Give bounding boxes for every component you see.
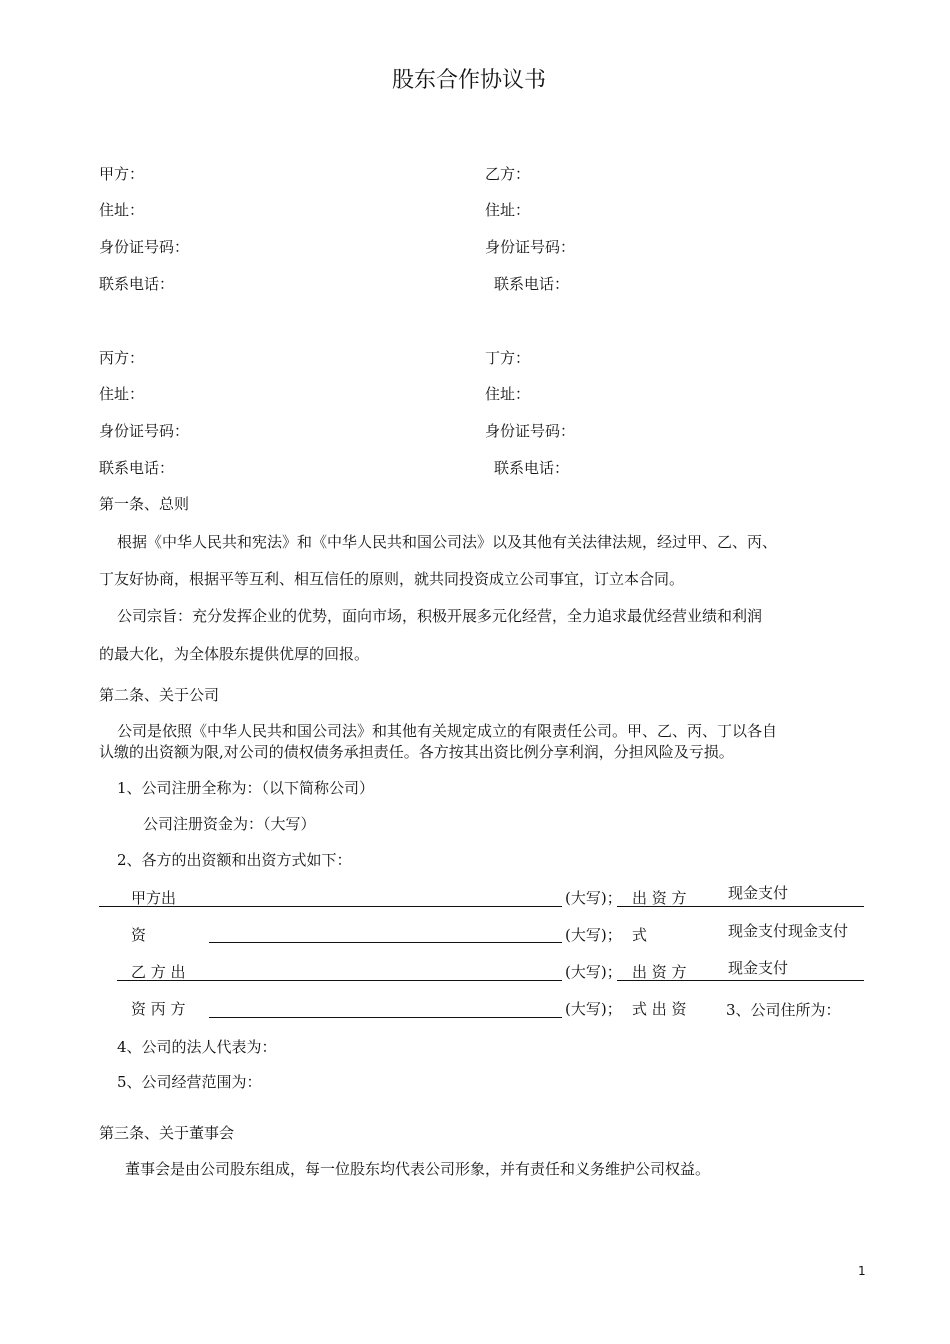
contribution-row-3-right-underline	[704, 980, 864, 981]
contribution-row-4-method: 式 出 资	[632, 1000, 687, 1018]
contribution-row-3-left: 乙 方 出	[131, 963, 186, 981]
party-a-id-label: 身份证号码：	[99, 238, 190, 256]
contribution-row-2-method: 式	[632, 926, 648, 944]
party-a-phone-label: 联系电话：	[99, 275, 175, 293]
article-2-heading: 第二条、关于公司	[99, 686, 220, 704]
contribution-row-1-underline-left	[99, 906, 209, 907]
contribution-row-3-underline-left	[117, 980, 209, 981]
article-1-paragraph-2-line-1: 公司宗旨：充分发挥企业的优势，面向市场，积极开展多元化经营，全力追求最优经营业绩和利润	[117, 607, 763, 625]
contribution-row-4-left: 资 丙 方	[131, 1000, 186, 1018]
party-c-phone-label: 联系电话：	[99, 459, 175, 477]
article-1-paragraph-1-line-1: 根据《中华人民共和宪法》和《中华人民共和国公司法》以及其他有关法律法规，经过甲、乙、丙、	[117, 533, 778, 551]
party-c-address-label: 住址：	[99, 385, 145, 403]
article-2-item-1-capital: 公司注册资金为：（大写）	[143, 815, 316, 833]
contribution-row-4-mid: (大写)；	[565, 1000, 622, 1018]
article-2-item-2: 2、各方的出资额和出资方式如下：	[117, 851, 352, 869]
party-d-label: 丁方：	[485, 349, 531, 367]
article-1-paragraph-1-line-2: 丁友好协商，根据平等互利、相互信任的原则，就共同投资成立公司事宜，订立本合同。	[99, 570, 685, 588]
party-c-label: 丙方：	[99, 349, 145, 367]
party-c-id-label: 身份证号码：	[99, 422, 190, 440]
party-a-address-label: 住址：	[99, 201, 145, 219]
contribution-row-3-blank	[209, 980, 562, 981]
contribution-row-2-blank	[209, 942, 562, 943]
article-2-paragraph-line-2: 认缴的出资额为限,对公司的债权债务承担责任。各方按其出资比例分享利润，分担风险及亏损。	[99, 743, 734, 761]
contribution-row-3-mid: (大写)；	[565, 963, 622, 981]
contribution-row-2-left: 资	[131, 926, 147, 944]
party-a-label: 甲方：	[99, 165, 145, 183]
article-2-item-1: 1、公司注册全称为：（以下简称公司）	[117, 779, 375, 797]
contribution-row-1-left: 甲方出	[131, 889, 177, 907]
contribution-row-2-mid: (大写)；	[565, 926, 622, 944]
contribution-row-4-blank	[209, 1017, 562, 1018]
party-b-id-label: 身份证号码：	[485, 238, 576, 256]
article-2-item-5: 5、公司经营范围为：	[117, 1073, 262, 1091]
page-number: 1	[858, 1264, 866, 1278]
contribution-row-1-right: 现金支付	[728, 884, 789, 902]
article-2-item-4: 4、公司的法人代表为：	[117, 1038, 277, 1056]
party-b-address-label: 住址：	[485, 201, 531, 219]
party-d-address-label: 住址：	[485, 385, 531, 403]
contribution-row-1-mid: (大写)；	[565, 889, 622, 907]
contribution-row-1-method: 出 资 方	[632, 889, 687, 907]
party-d-id-label: 身份证号码：	[485, 422, 576, 440]
contribution-row-1-right-underline	[704, 906, 864, 907]
contribution-row-4-right: 3、公司住所为：	[726, 1001, 841, 1019]
contribution-row-2-right: 现金支付现金支付	[728, 922, 849, 940]
contribution-row-3-method-underline	[617, 980, 704, 981]
contribution-row-3-right: 现金支付	[728, 959, 789, 977]
article-3-heading: 第三条、关于董事会	[99, 1124, 235, 1142]
party-b-label: 乙方：	[485, 165, 531, 183]
party-b-phone-label: 联系电话：	[494, 275, 570, 293]
article-1-paragraph-2-line-2: 的最大化，为全体股东提供优厚的回报。	[99, 645, 370, 663]
article-3-paragraph: 董事会是由公司股东组成，每一位股东均代表公司形象，并有责任和义务维护公司权益。	[125, 1160, 711, 1178]
party-d-phone-label: 联系电话：	[494, 459, 570, 477]
contribution-row-1-method-underline	[617, 906, 704, 907]
contribution-row-3-method: 出 资 方	[632, 963, 687, 981]
article-1-heading: 第一条、总则	[99, 495, 190, 513]
article-2-paragraph-line-1: 公司是依照《中华人民共和国公司法》和其他有关规定成立的有限责任公司。甲、乙、丙、丁以各自	[117, 722, 778, 740]
document-title: 股东合作协议书	[392, 68, 547, 93]
contribution-row-1-blank	[209, 906, 562, 907]
